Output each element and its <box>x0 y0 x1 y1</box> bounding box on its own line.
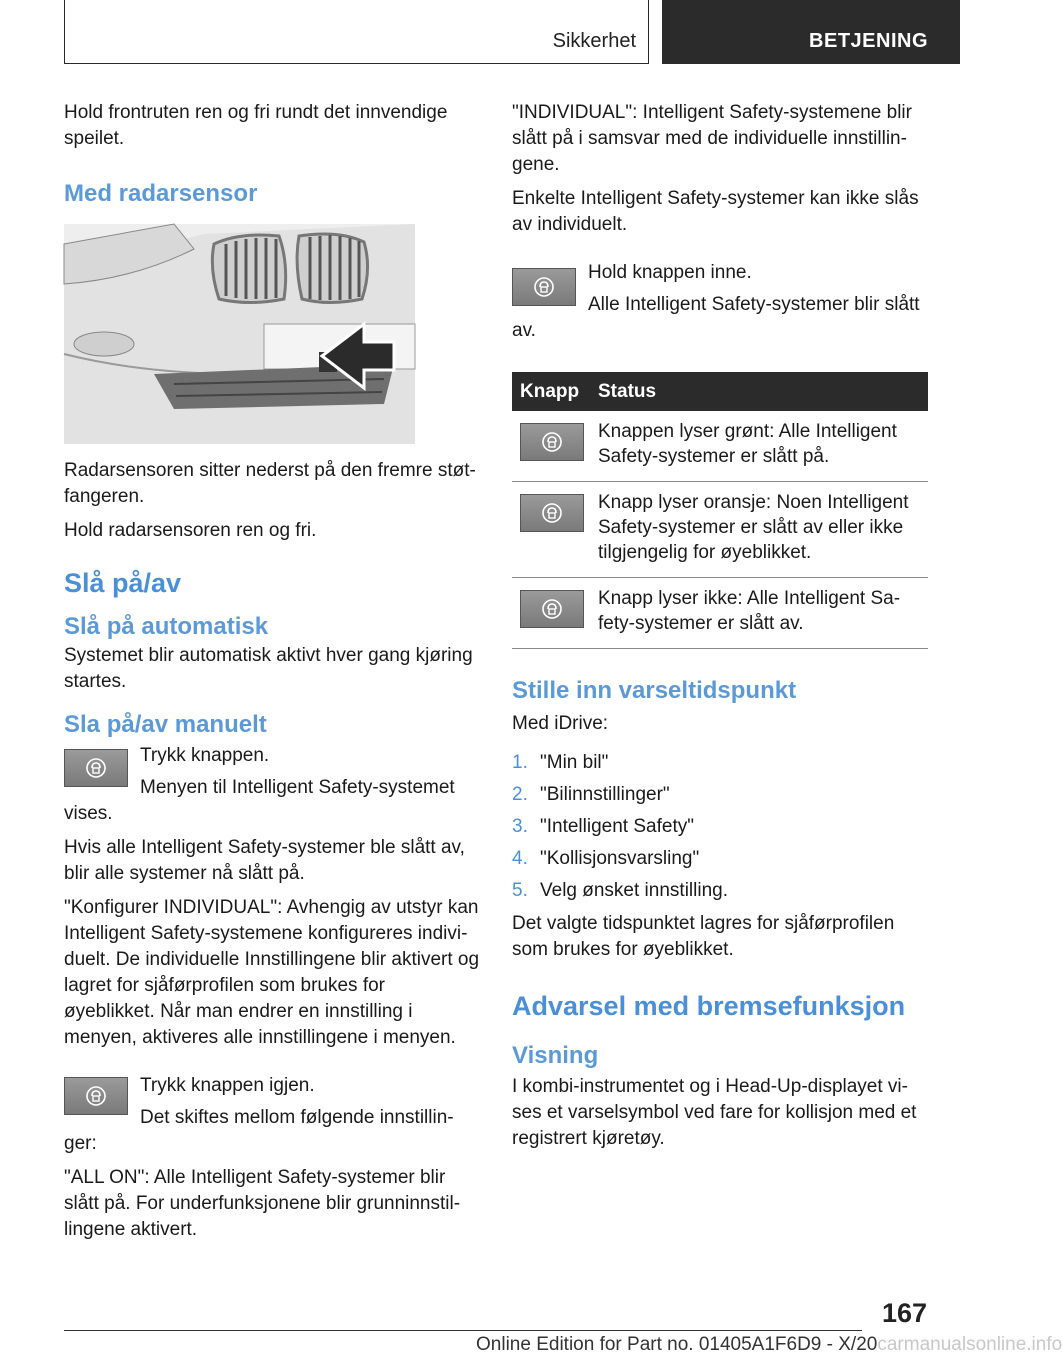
press-button-paragraph: Trykk knappen. <box>140 745 270 766</box>
right-column <box>512 100 928 1160</box>
footer-edition <box>476 1334 1062 1356</box>
display-paragraph: I kombi-instrumentet og i Head-Up-displayet vises et varselsymbol ved fare for kollisjon med et registrert kjøretøy. <box>512 1076 917 1149</box>
hold-button-paragraph: Hold knappen inne. <box>588 262 752 283</box>
list-item <box>512 811 928 843</box>
table-status-cell: Knapp lyser oransje: Noen Intelligent Safety-systemer er slått av eller ikke tilgjengelig for øyeblikket. <box>590 482 928 578</box>
intro-paragraph: Hold frontruten ren og fri rundt det innvendige speilet. <box>64 102 448 149</box>
radar-heading: Med radarsensor <box>64 180 258 207</box>
col-button-header: Knapp <box>512 372 590 411</box>
safety-button-icon <box>512 268 576 306</box>
header-section-label: Sikkerhet <box>552 30 636 52</box>
step-text: "Kollisjonsvarsling" <box>540 848 700 869</box>
col-status-header: Status <box>590 372 928 411</box>
header-chapter-label: BETJENING <box>809 30 928 52</box>
toggle-settings-paragraph: Det skiftes mellom følgende innstillinger: <box>64 1107 454 1154</box>
list-item <box>512 779 928 811</box>
table-status-cell: Knappen lyser grønt: Alle Intelligent Safety-systemer er slått på. <box>590 411 928 482</box>
all-off-paragraph: Hvis alle Intelligent Safety-systemer ble slått av, blir alle systemer nå slått på. <box>64 837 465 884</box>
list-item <box>512 843 928 875</box>
safety-button-icon <box>520 494 584 532</box>
table-status-cell: Knapp lyser ikke: Alle Intelligent Safety-systemer er slått av. <box>590 578 928 649</box>
step-text: "Bilinnstillinger" <box>540 784 670 805</box>
safety-button-icon <box>64 1077 128 1115</box>
manual-heading: Sla på/av manuelt <box>64 711 267 738</box>
step-text: "Intelligent Safety" <box>540 816 694 837</box>
saved-paragraph: Det valgte tidspunktet lagres for sjåførprofilen som brukes for øyeblikket. <box>512 913 895 960</box>
idrive-paragraph: Med iDrive: <box>512 713 609 734</box>
all-on-paragraph: "ALL ON": Alle Intelligent Safety-systemer blir slått på. For underfunksjonene blir grunninnstillingene aktivert. <box>64 1167 461 1240</box>
auto-paragraph: Systemet blir automatisk aktivt hver gang kjøring startes. <box>64 645 473 692</box>
radar-sensor-image <box>64 224 415 444</box>
edition-text: Online Edition for Part no. 01405A1F6D9 - X/20 <box>476 1334 878 1355</box>
left-column <box>64 100 480 1251</box>
step-number: 1. <box>512 752 528 773</box>
radar-location-paragraph: Radarsensoren sitter nederst på den fremre støtfangeren. <box>64 460 476 507</box>
radar-clean-paragraph: Hold radarsensoren ren og fri. <box>64 520 317 541</box>
table-row <box>512 411 928 482</box>
safety-button-icon <box>64 749 128 787</box>
step-number: 4. <box>512 848 528 869</box>
all-off-result-paragraph: Alle Intelligent Safety-systemer blir slått av. <box>512 294 920 341</box>
configure-paragraph: "Konfigurer INDIVIDUAL": Avhengig av utstyr kan Intelligent Safety-systemene konfigureres individuelt. De individuelle Innstillingene blir aktivert og lagret for sjåførprofilen som brukes for øyeblikket. Når man endrer en innstilling i menyen, aktiveres alle innstillingene i menyen. <box>64 897 480 1048</box>
status-table <box>512 372 928 649</box>
safety-button-icon <box>520 590 584 628</box>
header-chapter-tab <box>662 0 960 64</box>
step-number: 5. <box>512 880 528 901</box>
status-table-header <box>512 372 928 411</box>
brake-warning-heading: Advarsel med bremsefunksjon <box>512 991 906 1021</box>
single-systems-paragraph: Enkelte Intelligent Safety-systemer kan ikke slås av individuelt. <box>512 188 919 235</box>
step-number: 2. <box>512 784 528 805</box>
footer-divider <box>64 1330 862 1331</box>
display-heading: Visning <box>512 1042 599 1069</box>
table-icon-cell <box>512 578 590 649</box>
press-again-paragraph: Trykk knappen igjen. <box>140 1075 315 1096</box>
steps-list <box>512 747 928 907</box>
onoff-heading: Slå på/av <box>64 568 182 598</box>
step-text: "Min bil" <box>540 752 609 773</box>
header-section-tab <box>64 0 649 64</box>
safety-button-icon <box>520 423 584 461</box>
individual-paragraph: "INDIVIDUAL": Intelligent Safety-systemene blir slått på i samsvar med de individuelle innstillingene. <box>512 102 912 175</box>
car-front-illustration <box>64 224 415 444</box>
step-number: 3. <box>512 816 528 837</box>
page-number: 167 <box>881 1298 927 1328</box>
auto-heading: Slå på automatisk <box>64 613 269 640</box>
warning-time-heading: Stille inn varseltidspunkt <box>512 677 797 704</box>
step-text: Velg ønsket innstilling. <box>540 880 728 901</box>
table-icon-cell <box>512 482 590 578</box>
table-row <box>512 482 928 578</box>
table-icon-cell <box>512 411 590 482</box>
table-row <box>512 578 928 649</box>
menu-opens-paragraph: Menyen til Intelligent Safety-systemet vises. <box>64 777 455 824</box>
list-item <box>512 875 928 907</box>
list-item <box>512 747 928 779</box>
watermark-text: carmanualsonline.info <box>877 1334 1062 1355</box>
